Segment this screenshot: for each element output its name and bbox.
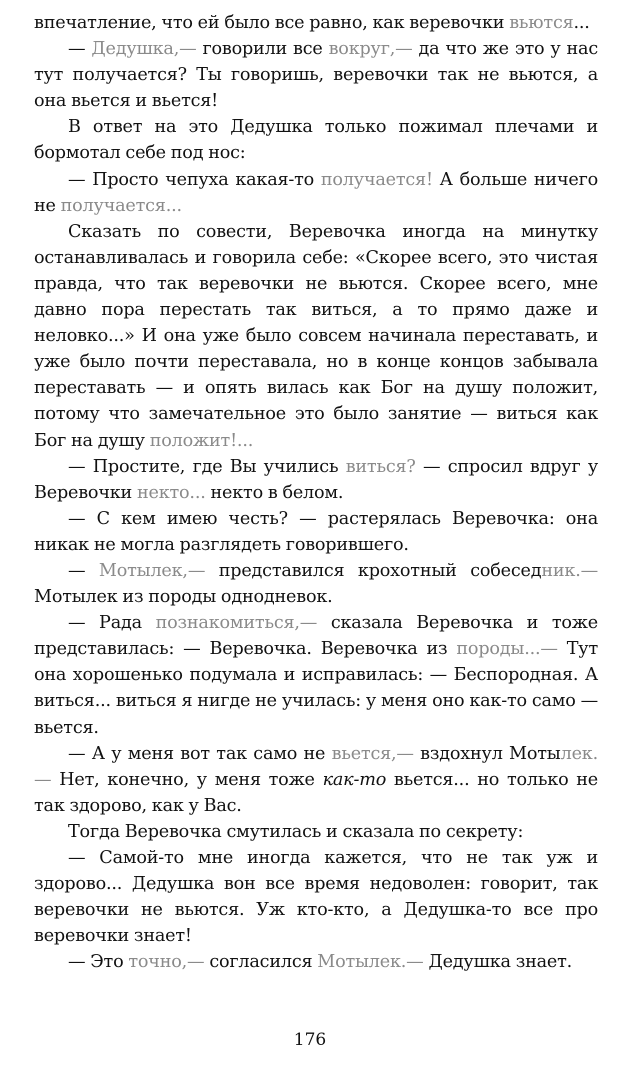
text-segment: вздохнул Моты [413,743,561,764]
text-segment: — Простите, где Вы учились [68,456,346,477]
paragraph [34,949,598,975]
text-segment: как-то [322,769,387,790]
text-segment: — Самой-то мне иногда кажется, что не так уж и здорово... Дедушка вон все время недоволен: говорит, так веревочки не вьются. Уж кто-кто, а Дедушка-то все про веревочки знает! [34,848,598,947]
text-segment: Нет, конечно, у меня тоже [51,769,323,790]
faded-text: Мотылек.— [317,952,424,973]
faded-text: положит!... [149,430,254,451]
text-segment: впечатление, что ей было все равно, как веревочки [34,13,510,33]
text-segment: А больше ничего не [34,169,598,216]
paragraph [34,454,598,506]
text-segment: согласился [204,952,318,973]
text-segment: говорили все [196,39,329,60]
faded-text: вокруг,— [328,39,413,60]
text-segment: — А у меня вот так само не [68,743,332,764]
faded-text: некто... [136,482,206,503]
faded-text: вьется,— [331,743,414,764]
paragraph [34,10,598,36]
text-segment: Мотылек из породы однодневок. [34,587,333,608]
faded-text: вьются [509,13,574,33]
text-segment: — [68,39,92,60]
text-segment: ... [573,13,590,33]
faded-text: лек.— [34,743,598,790]
text-segment: некто в белом. [205,482,344,503]
faded-text: виться? [345,456,416,477]
paragraph [34,741,598,819]
paragraph [34,558,598,610]
text-segment: В ответ на это Дедушка только пожимал плечами и бормотал себе под нос: [34,117,598,164]
body-text [34,10,598,975]
faded-text: получается... [60,195,182,216]
paragraph [34,114,598,166]
faded-text: Мотылек,— [98,560,206,581]
page-number: 176 [293,1030,327,1050]
text-segment: — спросил вдруг у Веревочки [34,456,598,503]
faded-text: породы...— [456,639,558,660]
paragraph [34,506,598,558]
text-segment: — Рада [68,613,156,634]
faded-text: получается! [320,169,433,190]
text-segment: — С кем имею честь? — растерялась Веревочка: она никак не могла разглядеть говорившего. [34,508,598,555]
paragraph [34,167,598,219]
text-segment: — Просто чепуха какая-то [68,169,321,190]
text-segment: Тут она хорошенько подумала и исправилась: — Беспородная. А виться... виться я нигде не училась: у меня оно как-то само — вьется. [34,639,598,738]
faded-text: точно,— [128,952,205,973]
paragraph [34,610,598,740]
text-segment: Тогда Веревочка смутилась и сказала по секрету: [68,821,524,842]
faded-text: ник.— [541,560,598,581]
paragraph [34,219,598,454]
faded-text: познакомиться,— [155,613,318,634]
paragraph [34,819,598,845]
text-segment: вьется... но только не так здорово, как у Вас. [34,769,599,816]
faded-text: Дедушка,— [91,39,197,60]
text-segment: Сказать по совести, Веревочка иногда на минутку останавливалась и говорила себе: «Скорее всего, это чистая правда, что так веревочки не вьются. Скорее всего, мне давно пора перестать так виться, а то прямо даже и неловко...» И она уже было совсем начинала переставать, и уже было почти переставала, но в конце концов забывала переставать — и опять вилась как Бог на душу положит, потому что замечательное это было занятие — виться как Бог на душу [34,221,598,451]
text-segment: да что же это у нас тут получается? Ты говоришь, веревочки так не вьются, а она вьется и вьется! [34,39,598,112]
text-segment: сказала Веревочка и тоже представилась: — Веревочка. Веревочка из [34,613,598,660]
text-segment: Дедушка знает. [423,952,573,973]
text-segment: — Это [68,952,129,973]
text-segment: — [68,560,99,581]
paragraph [34,845,598,949]
text-segment: представился крохотный собесед [205,560,542,581]
paragraph [34,36,598,114]
